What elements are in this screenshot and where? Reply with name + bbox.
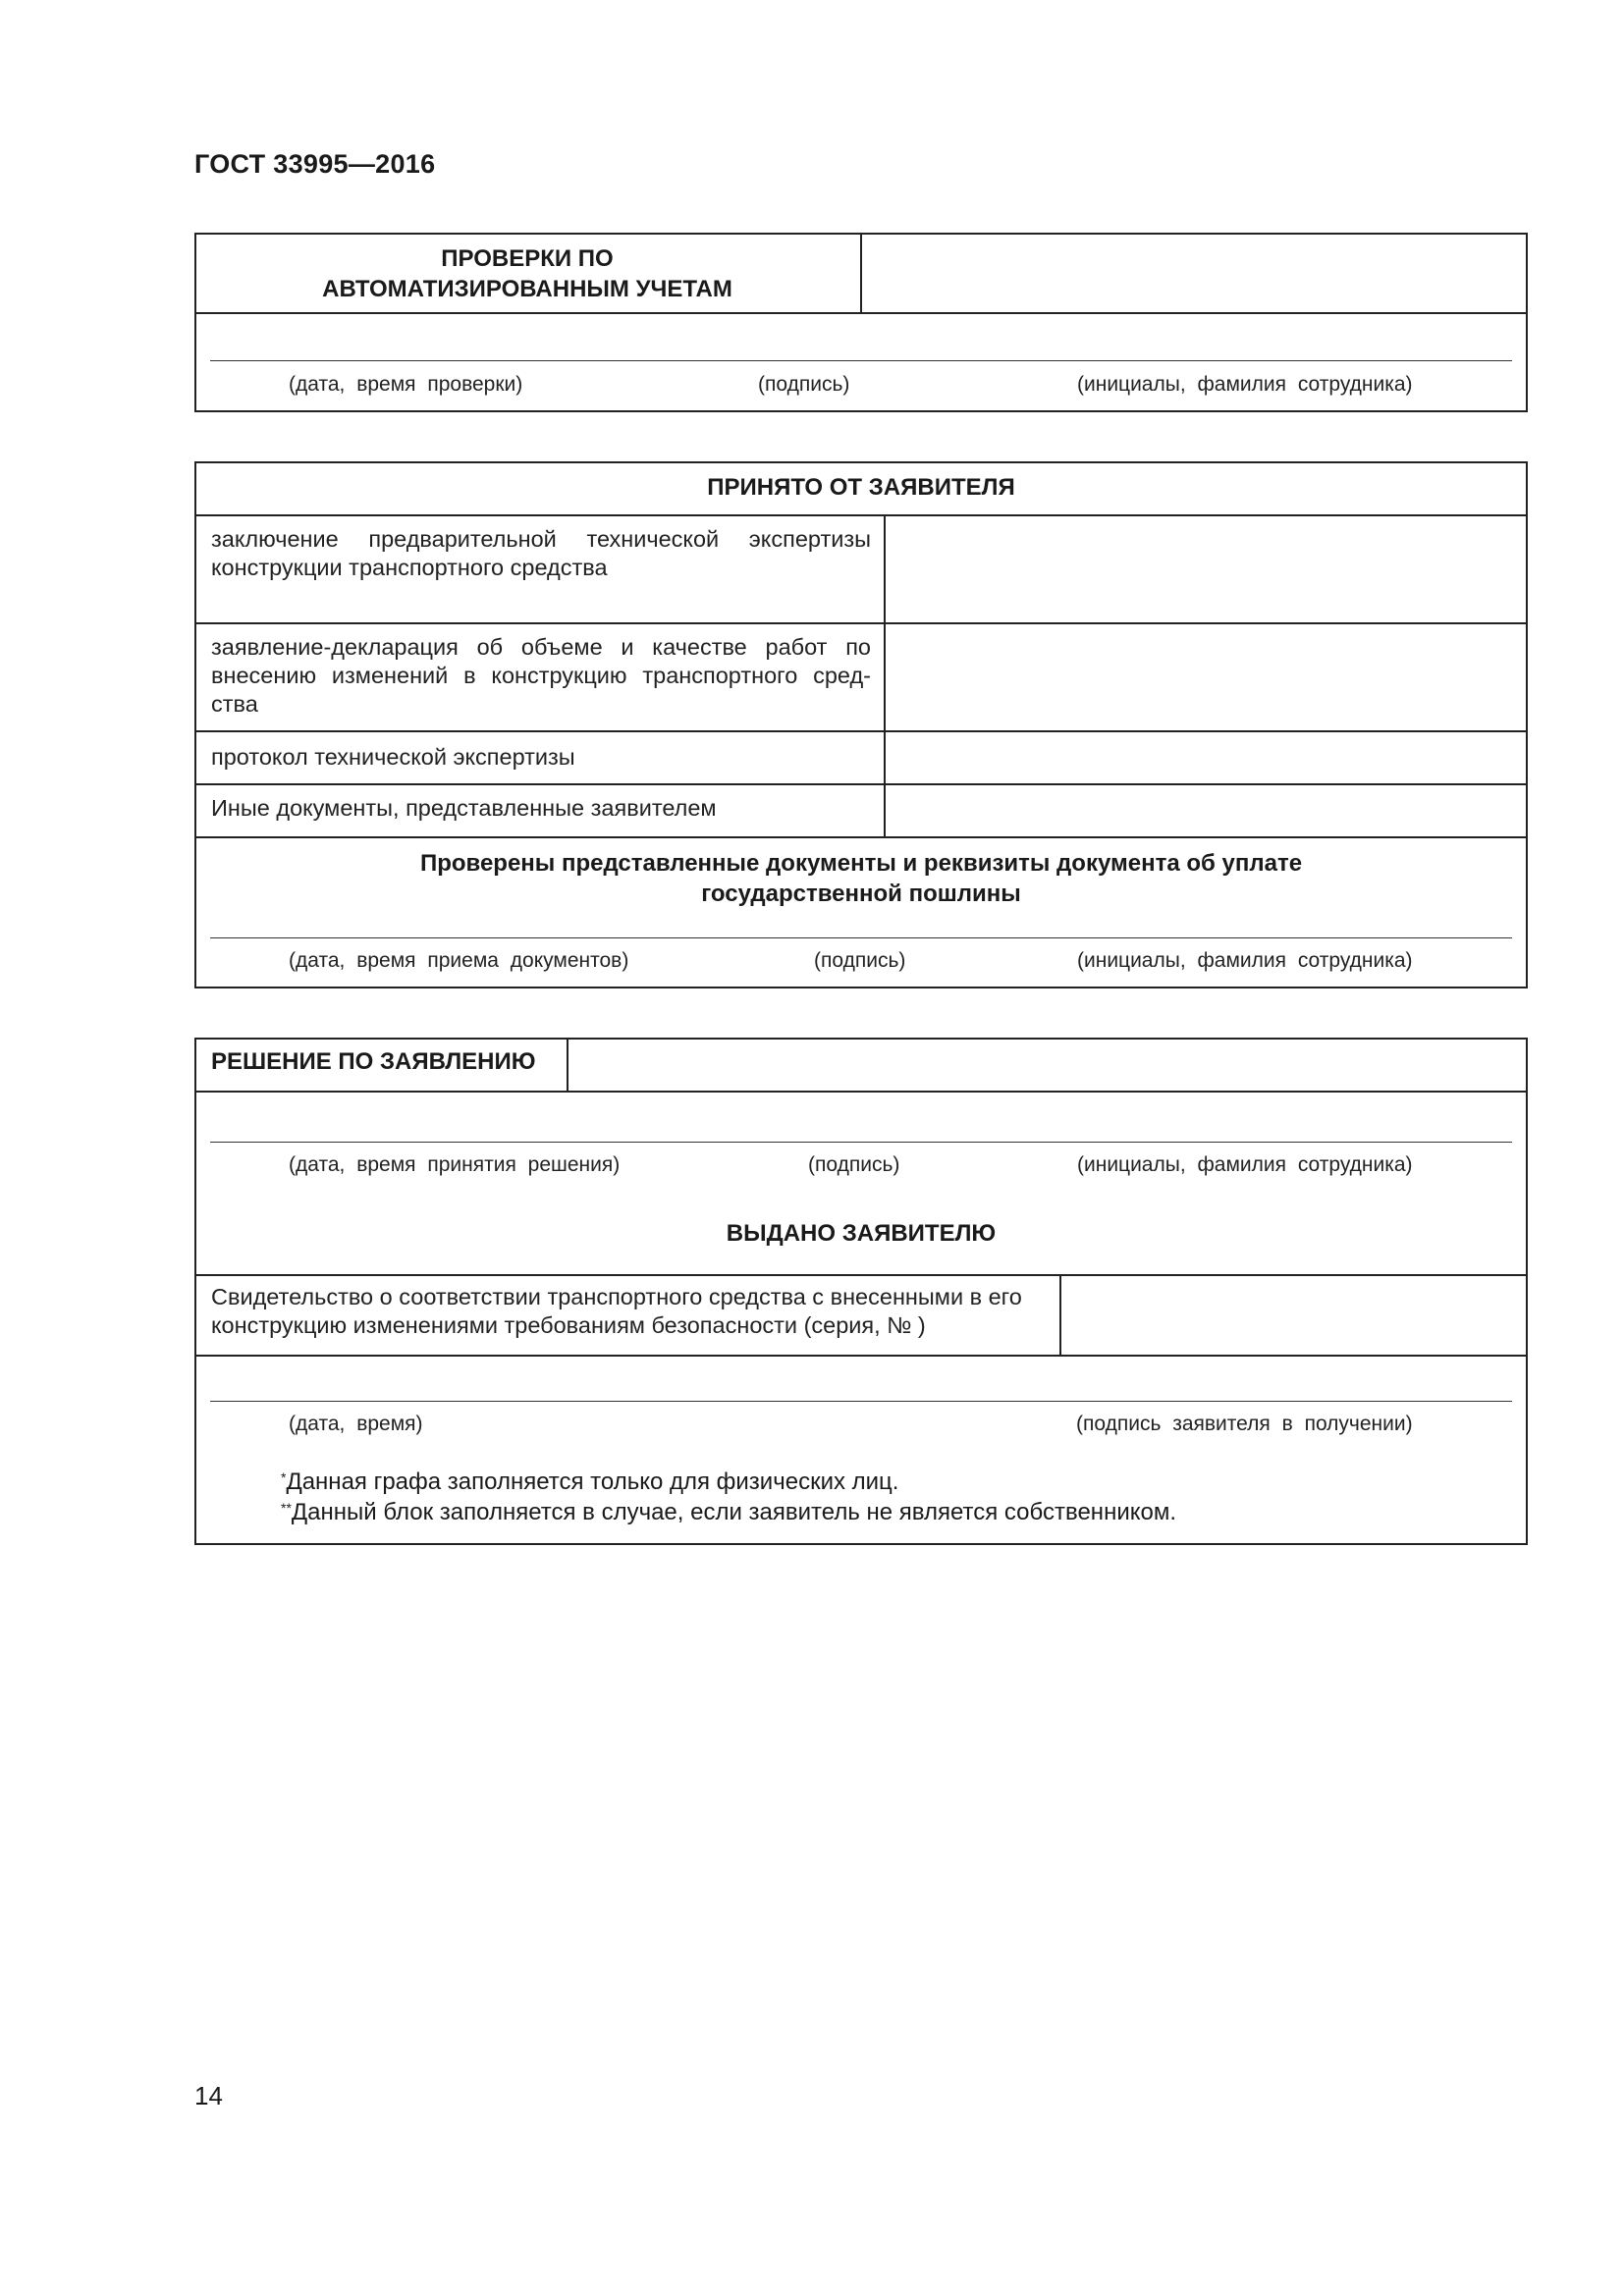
decision-title-bottom <box>194 1091 1528 1093</box>
received-row-4-bottom <box>194 836 1528 838</box>
received-row-4-field[interactable] <box>888 786 1524 833</box>
footnote-2 <box>281 1497 1176 1527</box>
received-row-2-bottom <box>194 730 1528 732</box>
certificate-field[interactable] <box>1063 1277 1524 1352</box>
certificate-label: Свидетельство о соответствии транспортного средства с внесенными в его конструкцию изменениями требованиям безопасности (серия, № ) <box>211 1284 1022 1338</box>
received-row-2-field[interactable] <box>888 625 1524 728</box>
checks-caption-signature: (подпись) <box>758 373 850 396</box>
decision-title: РЕШЕНИЕ ПО ЗАЯВЛЕНИЮ <box>211 1048 536 1075</box>
received-column-divider <box>884 514 886 837</box>
received-caption-date: (дата, время приема документов) <box>289 949 629 972</box>
decision-caption-name: (инициалы, фамилия сотрудника) <box>1077 1153 1413 1176</box>
checks-signature-line <box>210 360 1512 361</box>
footnote-2-mark: ** <box>281 1500 292 1516</box>
decision-caption-signature: (подпись) <box>808 1153 900 1176</box>
received-row-4-label: Иные документы, представленные заявителем <box>211 795 717 821</box>
checks-value-field[interactable] <box>864 236 1524 310</box>
certificate-row-bottom <box>194 1355 1528 1357</box>
issued-title-bottom <box>194 1274 1528 1276</box>
footnote-1-mark: * <box>281 1469 287 1485</box>
verified-title: Проверены представленные документы и реквизиты документа об уплате государственной пошлины <box>419 850 1303 907</box>
received-row-3-field[interactable] <box>888 733 1524 780</box>
footnote-2-text: Данный блок заполняется в случае, если заявитель не является собственником. <box>291 1499 1177 1525</box>
decision-value-field[interactable] <box>570 1041 1524 1089</box>
page-number: 14 <box>194 2081 223 2110</box>
received-signature-line <box>210 937 1512 938</box>
checks-title: ПРОВЕРКИ ПО АВТОМАТИЗИРОВАННЫМ УЧЕТАМ <box>322 245 732 302</box>
received-row-1-label: заключение предварительной технической экспертизы конструкции транспортного средства <box>211 526 871 580</box>
footnote-1 <box>281 1467 898 1497</box>
received-caption-signature: (подпись) <box>814 949 906 972</box>
checks-caption-name: (инициалы, фамилия сотрудника) <box>1077 373 1413 396</box>
decision-signature-line <box>210 1142 1512 1143</box>
standard-title: ГОСТ 33995—2016 <box>194 149 436 179</box>
received-caption-name: (инициалы, фамилия сотрудника) <box>1077 949 1413 972</box>
checks-caption-date: (дата, время проверки) <box>289 373 523 396</box>
issued-caption-date: (дата, время) <box>289 1413 423 1435</box>
issued-signature-line <box>210 1401 1512 1402</box>
received-row-1-bottom <box>194 622 1528 624</box>
received-title-bottom <box>194 514 1528 516</box>
received-row-1-field[interactable] <box>888 517 1524 620</box>
decision-caption-date: (дата, время принятия решения) <box>289 1153 621 1176</box>
issued-caption-applicant-signature: (подпись заявителя в получении) <box>1076 1413 1413 1435</box>
certificate-column-divider <box>1059 1274 1061 1355</box>
decision-title-divider <box>567 1038 568 1092</box>
received-row-3-label: протокол технической экспертизы <box>211 744 575 770</box>
checks-title-bottom <box>194 312 1528 314</box>
received-title: ПРИНЯТО ОТ ЗАЯВИТЕЛЯ <box>707 474 1015 501</box>
received-row-3-bottom <box>194 783 1528 785</box>
footnote-1-text: Данная графа заполняется только для физических лиц. <box>286 1468 899 1495</box>
issued-title: ВЫДАНО ЗАЯВИТЕЛЮ <box>726 1220 997 1247</box>
checks-title-divider <box>860 233 862 313</box>
received-row-2-label: заявление-декларация об объеме и качестве работ по внесению изменений в конструкцию транспортного сред-ства <box>211 634 871 717</box>
